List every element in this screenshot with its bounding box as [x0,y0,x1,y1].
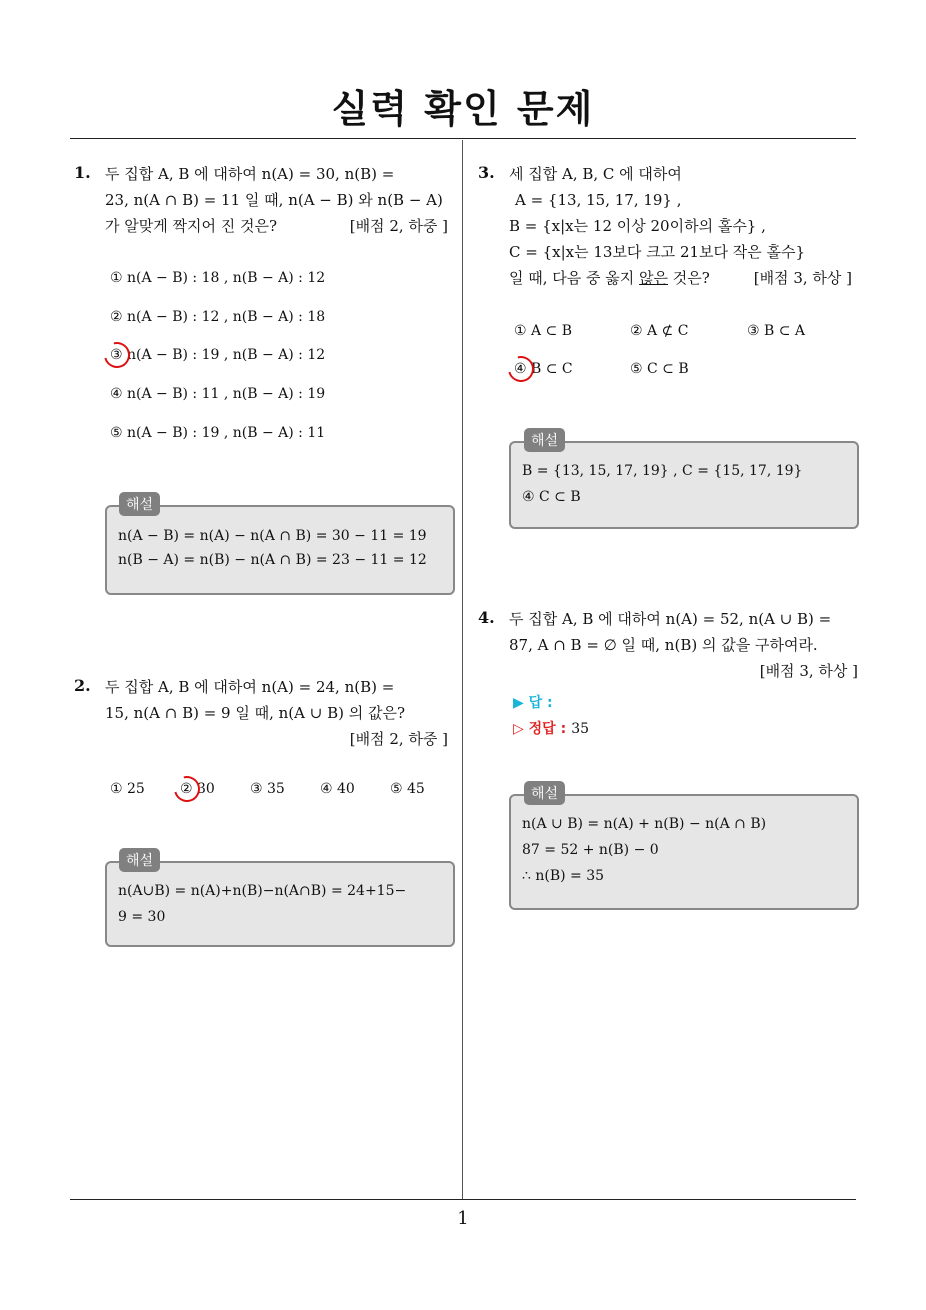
answer-circle-mark [169,771,205,807]
question-line: A = {13, 15, 17, 19} , [515,191,682,209]
option-1[interactable]: ① 25 [110,781,145,797]
solution-line: ∴ n(B) = 35 [522,868,605,884]
option-3[interactable]: ③ 35 [250,781,285,797]
option-3[interactable]: ③ B ⊂ A [747,323,806,339]
question-text: 것은? [668,269,710,287]
option-2[interactable]: ② n(A − B) : 12 , n(B − A) : 18 [110,309,326,325]
score-info: [배점 3, 하상 ] [759,662,858,680]
solution-line: n(A − B) = n(A) − n(A ∩ B) = 30 − 11 = 19 [118,528,427,544]
solution-line: B = {13, 15, 17, 19} , C = {15, 17, 19} [522,463,803,479]
option-1[interactable]: ① A ⊂ B [514,323,573,339]
solution-line: ④ C ⊂ B [522,489,581,505]
option-2[interactable]: ② A ⊄ C [630,323,689,339]
question-line: 두 집합 A, B 에 대하여 n(A) = 52, n(A ∪ B) = [509,610,832,628]
solution-line: n(B − A) = n(B) − n(A ∩ B) = 23 − 11 = 12 [118,552,427,568]
option-2[interactable]: ② 30 [180,781,215,797]
solution-label: 해설 [119,492,160,516]
option-3[interactable]: ③ n(A − B) : 19 , n(B − A) : 12 [110,347,326,363]
solution-label: 해설 [119,848,160,872]
option-5[interactable]: ⑤ n(A − B) : 19 , n(B − A) : 11 [110,425,326,441]
answer-circle-mark [99,337,135,373]
correct-value: 35 [571,721,590,737]
question-number: 1. [74,163,91,182]
question-text: 일 때, 다음 중 옳지 [509,269,640,287]
option-5[interactable]: ⑤ 45 [390,781,425,797]
page-title: 실력 확인 문제 [331,87,595,131]
solution-line: n(A∪B) = n(A)+n(B)−n(A∩B) = 24+15− [118,883,407,899]
question-line: 두 집합 A, B 에 대하여 n(A) = 24, n(B) = [105,678,395,696]
answer-label: ▶ 답 : [513,695,553,711]
footer-rule [70,1199,856,1200]
question-line: 세 집합 A, B, C 에 대하여 [509,165,682,183]
score-info: [배점 2, 하중 ] [349,217,448,235]
option-4[interactable]: ④ n(A − B) : 11 , n(B − A) : 19 [110,386,326,402]
question-line: 두 집합 A, B 에 대하여 n(A) = 30, n(B) = [105,165,395,183]
option-1[interactable]: ① n(A − B) : 18 , n(B − A) : 12 [110,270,326,286]
question-number: 2. [74,676,91,695]
question-line [509,265,710,291]
column-divider [462,140,463,1200]
question-line: 15, n(A ∩ B) = 9 일 때, n(A ∪ B) 의 값은? [105,704,406,722]
question-line: B = {x|x는 12 이상 20이하의 홀수} , [509,217,766,235]
question-line: C = {x|x는 13보다 크고 21보다 작은 홀수} [509,243,806,261]
score-info: [배점 3, 하상 ] [753,269,852,287]
question-line: 87, A ∩ B = ∅ 일 때, n(B) 의 값을 구하여라. [509,636,818,654]
solution-line: n(A ∪ B) = n(A) + n(B) − n(A ∩ B) [522,816,767,832]
question-number: 4. [478,608,495,627]
question-line: 가 알맞게 짝지어 진 것은? [105,217,278,235]
underlined-word: 않은 [639,269,669,287]
correct-answer-row [513,718,589,739]
correct-label: ▷ 정답 : [513,721,567,737]
page-number: 1 [457,1208,469,1229]
question-number: 3. [478,163,495,182]
option-4[interactable]: ④ 40 [320,781,355,797]
option-4[interactable]: ④ B ⊂ C [514,361,573,377]
score-info: [배점 2, 하중 ] [349,730,448,748]
answer-circle-mark [503,351,539,387]
solution-label: 해설 [524,428,565,452]
title-rule [70,138,856,139]
option-5[interactable]: ⑤ C ⊂ B [630,361,689,377]
solution-label: 해설 [524,781,565,805]
question-line: 23, n(A ∩ B) = 11 일 때, n(A − B) 와 n(B − A) [105,191,443,209]
solution-line: 9 = 30 [118,909,166,925]
solution-line: 87 = 52 + n(B) − 0 [522,842,659,858]
